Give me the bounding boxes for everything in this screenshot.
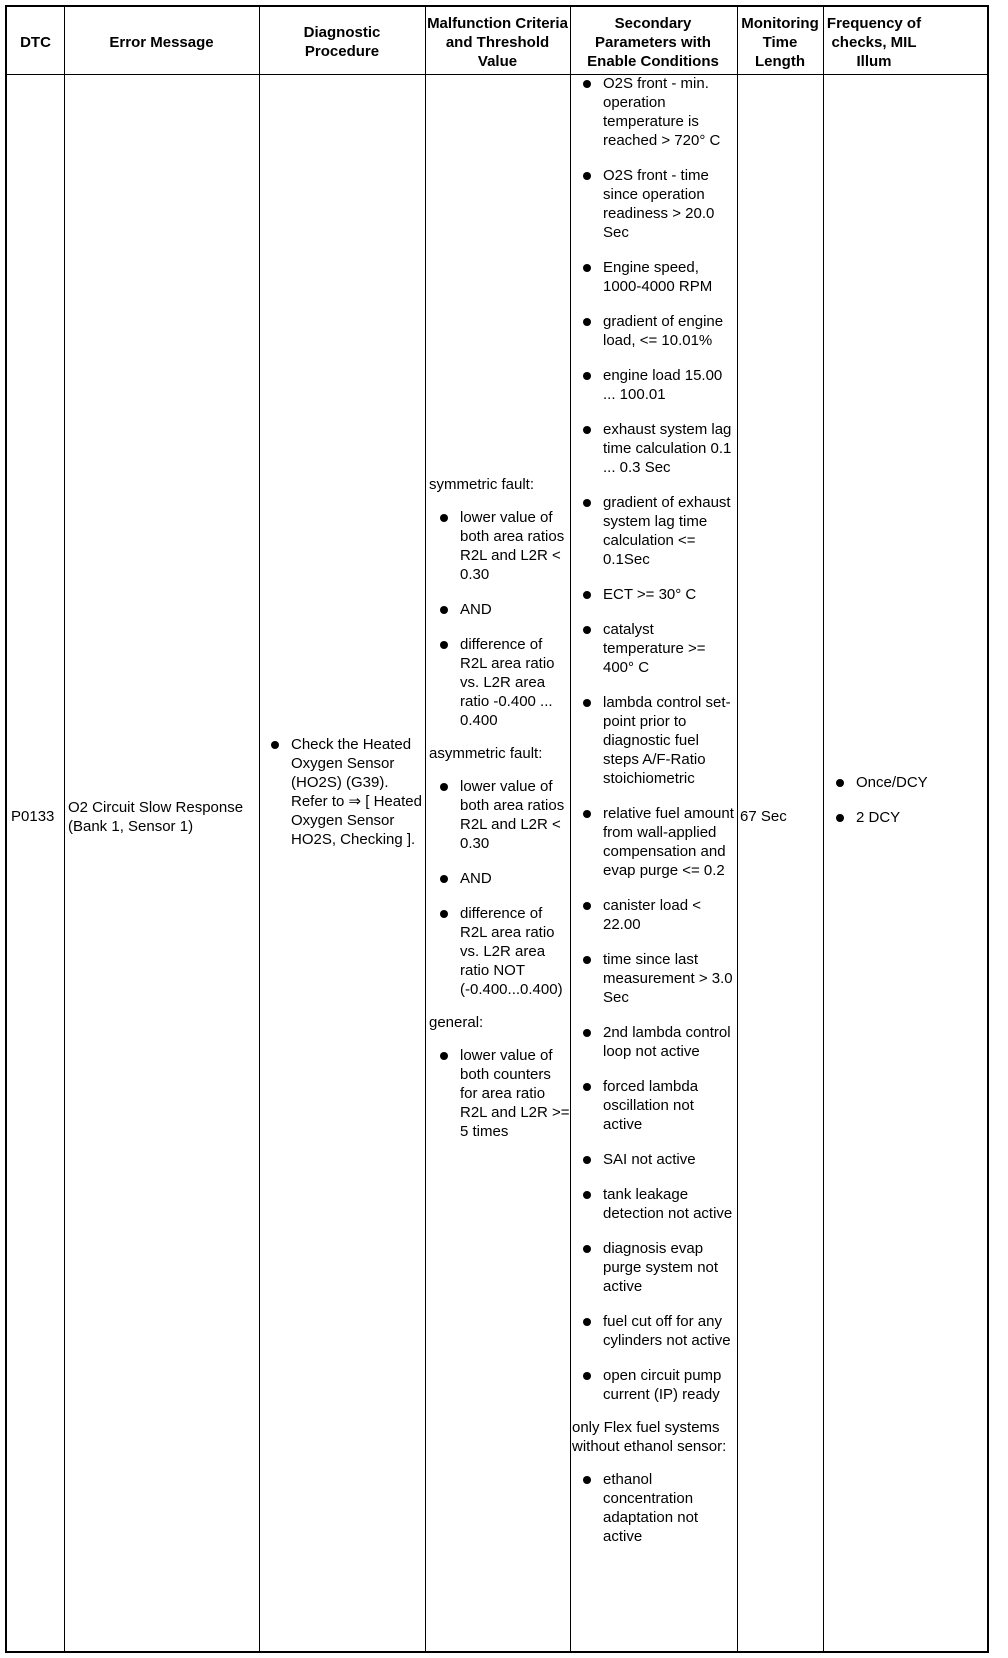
header-dtc: DTC [20,33,51,51]
header-frequency: Frequency of checks, MIL Illum [826,14,922,70]
criteria-item: difference of R2L area ratio vs. L2R area ratio NOT (-0.400...0.400) [429,904,570,999]
criteria-item: AND [429,600,570,619]
column-divider [570,7,571,1651]
flex-fuel-label: only Flex fuel systems without ethanol sensor: [572,1419,727,1455]
error-message: O2 Circuit Slow Response (Bank 1, Sensor 1) [68,799,244,835]
parameter-item: ECT >= 30° C [572,585,736,604]
dtc-code: P0133 [11,808,55,825]
column-divider [425,7,426,1651]
column-divider [737,7,738,1651]
parameter-item: canister load < 22.00 [572,896,736,934]
frequency-item: 2 DCY [825,808,925,827]
parameter-item: O2S front - min. operation temperature is reached > 720° C [572,74,736,150]
parameter-item: catalyst temperature >= 400° C [572,620,736,677]
parameter-item: gradient of engine load, <= 10.01% [572,312,736,350]
malfunction-criteria [429,475,570,1157]
parameter-item: O2S front - time since operation readiness > 20.0 Sec [572,166,736,242]
frequency [825,773,928,843]
general-label: general: [429,1014,484,1031]
diagnostic-procedure [260,735,423,865]
parameter-item: gradient of exhaust system lag time calculation <= 0.1Sec [572,493,736,569]
monitoring-time: 67 Sec [740,808,787,825]
column-divider [823,7,824,1651]
procedure-item: Check the Heated Oxygen Sensor (HO2S) (G39). Refer to ⇒ [ Heated Oxygen Sensor HO2S, Checking ]. [260,735,423,849]
secondary-parameters [572,74,736,1562]
header-error-message: Error Message [109,33,214,51]
criteria-item: lower value of both area ratios R2L and L2R < 0.30 [429,777,570,853]
criteria-item: AND [429,869,570,888]
header-diagnostic-procedure: Diagnostic Procedure [303,24,381,60]
parameter-item: diagnosis evap purge system not active [572,1239,736,1296]
parameter-item: tank leakage detection not active [572,1185,736,1223]
parameter-item: fuel cut off for any cylinders not active [572,1312,736,1350]
header-divider [7,74,987,75]
parameter-item: forced lambda oscillation not active [572,1077,736,1134]
parameter-item: engine load 15.00 ... 100.01 [572,366,736,404]
frequency-item: Once/DCY [825,773,925,792]
parameter-item: ethanol concentration adaptation not active [572,1470,736,1546]
header-monitoring-time: Monitoring Time Length [741,14,819,70]
parameter-item: relative fuel amount from wall-applied compensation and evap purge <= 0.2 [572,804,736,880]
parameter-item: exhaust system lag time calculation 0.1 ... 0.3 Sec [572,420,736,477]
parameter-item: SAI not active [572,1150,736,1169]
diagnostic-table [5,5,989,1653]
parameter-item: time since last measurement > 3.0 Sec [572,950,736,1007]
parameter-item: 2nd lambda control loop not active [572,1023,736,1061]
header-secondary-parameters: Secondary Parameters with Enable Conditions [587,14,719,70]
parameter-item: open circuit pump current (IP) ready [572,1366,736,1404]
parameter-item: lambda control set-point prior to diagnostic fuel steps A/F-Ratio stoichiometric [572,693,736,788]
criteria-item: difference of R2L area ratio vs. L2R area ratio -0.400 ... 0.400 [429,635,570,730]
column-divider [64,7,65,1651]
criteria-item: lower value of both counters for area ratio R2L and L2R >= 5 times [429,1046,570,1141]
symmetric-fault-label: symmetric fault: [429,476,535,493]
asymmetric-fault-label: asymmetric fault: [429,745,543,762]
criteria-item: lower value of both area ratios R2L and L2R < 0.30 [429,508,570,584]
header-malfunction-criteria: Malfunction Criteria and Threshold Value [427,14,568,70]
parameter-item: Engine speed, 1000-4000 RPM [572,258,736,296]
